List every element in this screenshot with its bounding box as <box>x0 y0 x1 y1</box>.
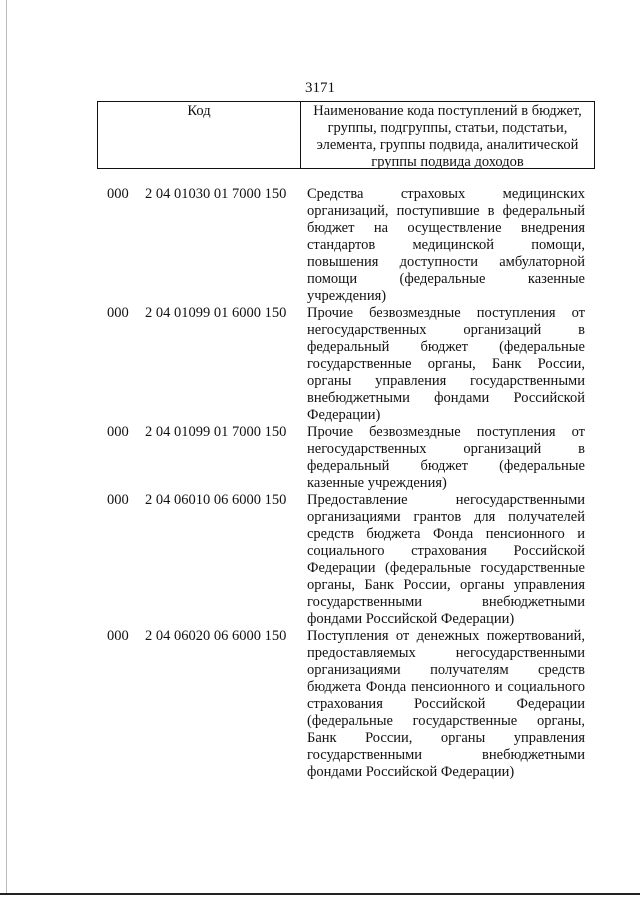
table-row <box>97 628 597 781</box>
table-row <box>97 305 597 424</box>
budget-code: 000 <box>107 424 129 440</box>
page-number: 3171 <box>305 80 335 96</box>
income-code: 2 04 01030 01 7000 150 <box>145 186 287 202</box>
income-description: Поступления от денежных пожертвований, предоставляемых негосударственными организациями получателям средств бюджета Фонда пенсионного и социального страхования Российской Федерации (федеральные государственные органы, Банк России, органы управления государственными внебюджетными фондами Российской Федерации) <box>307 628 585 780</box>
table-header <box>97 101 595 169</box>
table-row <box>97 424 597 492</box>
income-code: 2 04 01099 01 6000 150 <box>145 305 287 321</box>
page-bottom-border <box>0 893 640 895</box>
income-description: Предоставление негосударственными организациями грантов для получателей средств бюджета Фонда пенсионного и социального страхования Российской Федерации (федеральные государственные органы, Банк России, органы управления государственными внебюджетными фондами Российской Федерации) <box>307 492 585 627</box>
table-body <box>97 186 597 781</box>
header-name-label: Наименование кода поступлений в бюджет, группы, подгруппы, статьи, подстатьи, элемента, группы подвида, аналитической группы подвида доходов <box>313 103 582 170</box>
income-description: Прочие безвозмездные поступления от негосударственных организаций в федеральный бюджет (федеральные государственные органы, Банк России, органы управления государственными внебюджетными фондами Российской Федерации) <box>307 305 585 423</box>
budget-code: 000 <box>107 186 129 202</box>
income-code: 2 04 06010 06 6000 150 <box>145 492 287 508</box>
budget-code: 000 <box>107 628 129 644</box>
income-code: 2 04 01099 01 7000 150 <box>145 424 287 440</box>
income-description: Средства страховых медицинских организаций, поступившие в федеральный бюджет на осуществление внедрения стандартов медицинской помощи, повышения доступности амбулаторной помощи (федеральные казенные учреждения) <box>307 186 585 304</box>
budget-code: 000 <box>107 492 129 508</box>
table-row <box>97 186 597 305</box>
table-row <box>97 492 597 628</box>
header-code-label: Код <box>98 102 301 168</box>
income-description: Прочие безвозмездные поступления от негосударственных организаций в федеральный бюджет (федеральные казенные учреждения) <box>307 424 585 491</box>
budget-code: 000 <box>107 305 129 321</box>
page-edge-line <box>6 0 7 893</box>
income-code: 2 04 06020 06 6000 150 <box>145 628 287 644</box>
